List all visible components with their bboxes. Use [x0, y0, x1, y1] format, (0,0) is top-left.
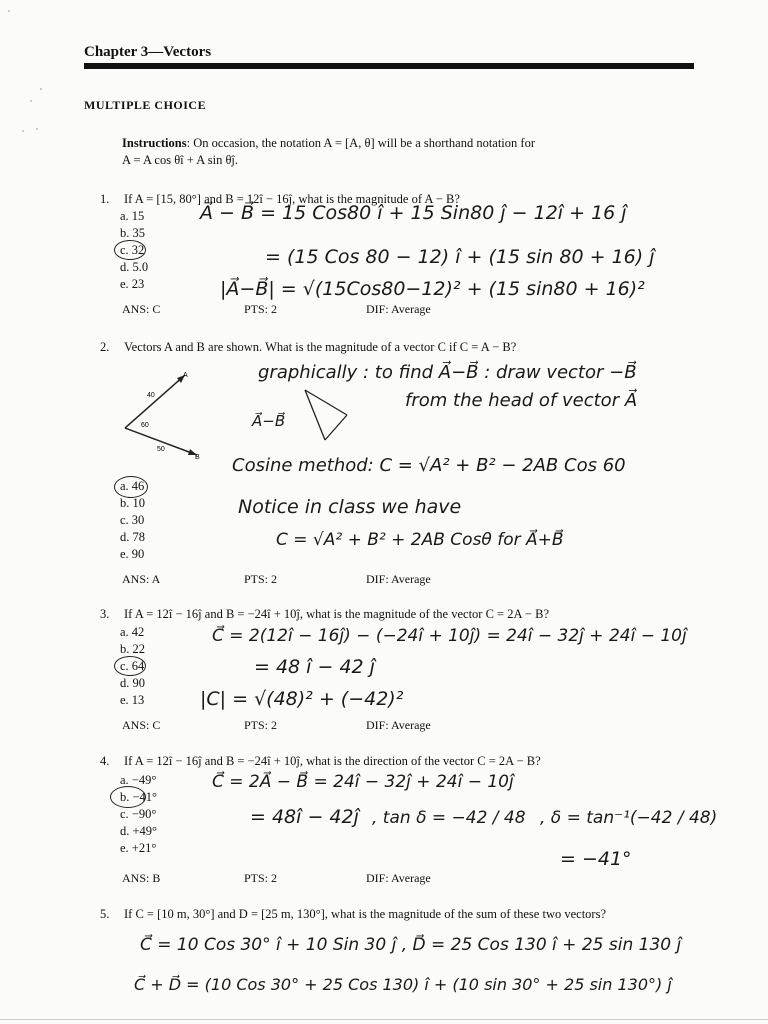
- handwritten-note: Cosine method: C = √A² + B² − 2AB Cos 60: [232, 455, 626, 476]
- choice-b: b. −41°: [120, 790, 158, 804]
- difficulty-label: DIF: Average: [366, 871, 431, 885]
- handwritten-note: = (15 Cos 80 − 12) î + (15 sin 80 + 16) ĵ: [265, 246, 655, 268]
- choice-a: a. −49°: [120, 773, 157, 787]
- choice-a: a. 42: [120, 625, 145, 639]
- page-bottom-edge: [0, 1019, 768, 1020]
- sketch-line: [305, 390, 347, 415]
- choice-c: c. 32: [120, 243, 145, 257]
- choice-c: c. −90°: [120, 807, 157, 821]
- points-label: PTS: 2: [244, 302, 278, 316]
- choice-b: b. 35: [120, 226, 145, 240]
- handwritten-note: |C| = √(48)² + (−42)²: [200, 688, 404, 710]
- choice-c: c. 64: [120, 659, 145, 673]
- label-a: A: [183, 372, 188, 379]
- vector-a-line: [125, 375, 185, 428]
- question-3: [100, 607, 549, 622]
- question-text: If A = [15, 80°] and B = 12î − 16ĵ, what is the magnitude of A − B?: [124, 192, 460, 206]
- question-number: 3.: [100, 607, 110, 621]
- angle-label: 60: [141, 422, 149, 429]
- question-number: 2.: [100, 340, 110, 354]
- handwritten-note: A⃗ − B⃗ = 15 Cos80 î + 15 Sin80 ĵ − 12î + 16 ĵ: [200, 202, 627, 224]
- answer-circle: [114, 476, 148, 498]
- choice-d: d. 5.0: [120, 260, 149, 274]
- choice-c: c. 30: [120, 513, 145, 527]
- question-number: 1.: [100, 192, 110, 206]
- handwritten-note: C⃗ = 10 Cos 30° î + 10 Sin 30 ĵ , D⃗ = 25 Cos 130 î + 25 sin 130 ĵ: [140, 935, 682, 955]
- question-text: Vectors A and B are shown. What is the magnitude of a vector C if C = A − B?: [124, 340, 517, 354]
- chapter-title: Chapter 3—Vectors: [84, 44, 212, 60]
- handwritten-note: = 48 î − 42 ĵ: [254, 656, 375, 678]
- choice-e: e. +21°: [120, 841, 157, 855]
- answer-label: ANS: C: [122, 302, 161, 316]
- difficulty-label: DIF: Average: [366, 572, 431, 586]
- choice-a: a. 46: [120, 479, 145, 493]
- handwritten-note: C⃗ = 2(12î − 16ĵ) − (−24î + 10ĵ) = 24î − 32ĵ + 24î − 10ĵ: [212, 626, 687, 646]
- points-label: PTS: 2: [244, 572, 278, 586]
- choice-b: b. 10: [120, 496, 145, 510]
- section-heading: MULTIPLE CHOICE: [84, 98, 207, 112]
- question-text: If A = 12î − 16ĵ and B = −24î + 10ĵ, what is the direction of the vector C = 2A − B?: [124, 754, 541, 768]
- question-4: [100, 754, 541, 769]
- sketch-line: [325, 415, 347, 440]
- question-5: [100, 907, 606, 922]
- choice-b: b. 22: [120, 642, 145, 656]
- header-rule: [84, 63, 694, 69]
- length-b: 50: [157, 446, 165, 453]
- handwritten-note: C⃗ = 2A⃗ − B⃗ = 24î − 32ĵ + 24î − 10ĵ: [212, 772, 514, 792]
- instructions: [122, 135, 535, 169]
- points-label: PTS: 2: [244, 871, 278, 885]
- handwritten-note: C = √A² + B² + 2AB Cosθ for A⃗+B⃗: [276, 530, 564, 550]
- difficulty-label: DIF: Average: [366, 302, 431, 316]
- question-number: 5.: [100, 907, 110, 921]
- choice-list: [120, 772, 157, 857]
- instructions-line1: : On occasion, the notation A = [A, θ] will be a shorthand notation for: [186, 136, 535, 150]
- answer-label: ANS: B: [122, 871, 161, 885]
- handwritten-note: = −41°: [560, 848, 632, 870]
- handwritten-note: , δ = tan⁻¹(−42 / 48): [540, 808, 718, 828]
- sketch-line: [305, 390, 325, 440]
- question-number: 4.: [100, 754, 110, 768]
- length-a: 40: [147, 392, 155, 399]
- instructions-label: Instructions: [122, 136, 187, 150]
- question-text: If C = [10 m, 30°] and D = [25 m, 130°], what is the magnitude of the sum of these two vectors?: [124, 907, 606, 921]
- handwritten-note: A⃗−B⃗: [252, 412, 286, 430]
- choice-e: e. 90: [120, 547, 145, 561]
- answer-label: ANS: C: [122, 718, 161, 732]
- answer-circle: [114, 656, 146, 676]
- answer-circle: [114, 240, 146, 260]
- question-2: [100, 340, 517, 355]
- answer-circle: [110, 786, 146, 808]
- choice-d: d. +49°: [120, 824, 158, 838]
- handwritten-note: |A⃗−B⃗| = √(15Cos80−12)² + (15 sin80 + 16)²: [220, 278, 645, 300]
- choice-d: d. 90: [120, 676, 145, 690]
- question-text: If A = 12î − 16ĵ and B = −24î + 10ĵ, what is the magnitude of the vector C = 2A − B?: [124, 607, 549, 621]
- handwritten-note: C⃗ + D⃗ = (10 Cos 30° + 25 Cos 130) î + (10 sin 30° + 25 sin 130°) ĵ: [134, 975, 672, 994]
- choice-e: e. 23: [120, 277, 145, 291]
- handwritten-note: , tan δ = −42 / 48: [372, 808, 526, 828]
- difficulty-label: DIF: Average: [366, 718, 431, 732]
- choice-e: e. 13: [120, 693, 145, 707]
- instructions-line2: A = A cos θî + A sin θĵ.: [122, 153, 239, 167]
- choice-d: d. 78: [120, 530, 145, 544]
- handwritten-note: Notice in class we have: [238, 496, 462, 518]
- vector-diagram: [115, 365, 225, 465]
- answer-label: ANS: A: [122, 572, 161, 586]
- handwritten-note: from the head of vector A⃗: [405, 390, 638, 411]
- points-label: PTS: 2: [244, 718, 278, 732]
- label-b: B: [195, 454, 200, 461]
- handwritten-note: = 48î − 42ĵ: [250, 806, 359, 828]
- handwritten-sketch: [285, 385, 365, 455]
- choice-a: a. 15: [120, 209, 145, 223]
- handwritten-note: graphically : to find A⃗−B⃗ : draw vector −B⃗: [258, 362, 637, 383]
